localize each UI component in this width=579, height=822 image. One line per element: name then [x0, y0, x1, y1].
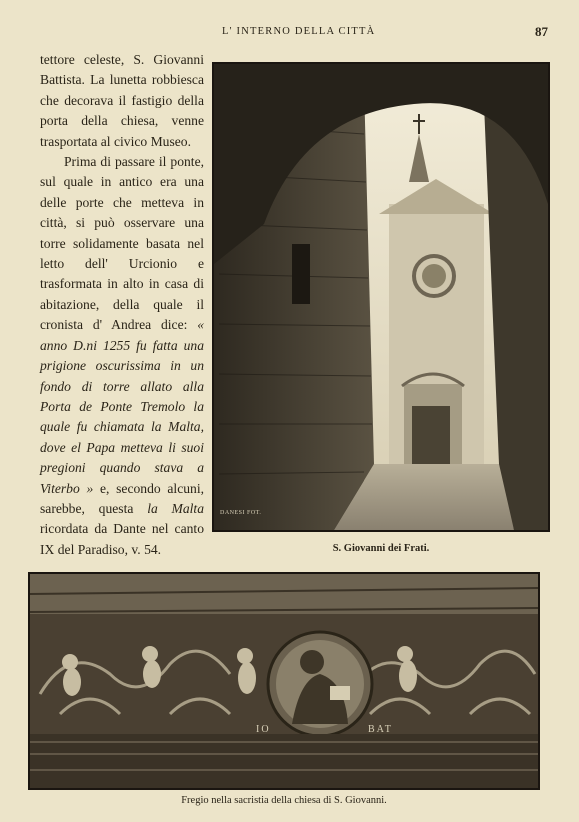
paragraph-1: tettore celeste, S. Giovanni Battista. La lunetta robbiesca che decorava il fastigio della porta della chiesa, venne trasportata al civico Museo.: [40, 52, 204, 149]
paragraph-2-intro: Prima di passare il ponte, sul quale in antico era una delle porte che metteva in città, si può osservare una torre solidamente basata nel letto dell' Urcionio e trasformata in alto in casa di abitazione, della quale il cronista d' Andrea dice:: [40, 154, 204, 333]
frieze-inscription-left: IO: [256, 724, 271, 735]
chronicle-quote: « anno D.ni 1255 fu fatta una prigione oscurissima in un fondo di torre allato alla Porta de Ponte Tremolo la quale fu chiamata la Malta, dove el Papa metteva li suoi pregioni quando stava a Viterbo »: [40, 317, 204, 496]
paragraph-2-end: ricordata da Dante nel canto IX del Paradiso, v. 54.: [40, 521, 204, 557]
body-text: [40, 50, 204, 560]
photo-credit: DANESI FOT.: [220, 510, 262, 516]
paragraph-2-mid: e, secondo alcuni, sarebbe, questa: [40, 480, 204, 516]
paragraph-2: [40, 152, 204, 560]
photo-caption: S. Giovanni dei Frati.: [332, 543, 430, 554]
church-photograph: [212, 62, 550, 532]
frieze-photograph: [28, 572, 540, 790]
frieze-caption: Fregio nella sacristia della chiesa di S. Giovanni.: [181, 795, 387, 806]
frieze-inscription-right: BAT: [368, 724, 393, 735]
page-number: 87: [535, 24, 548, 39]
la-malta-term: la Malta: [147, 500, 205, 516]
running-header: L' INTERNO DELLA CITTÀ: [222, 26, 376, 37]
